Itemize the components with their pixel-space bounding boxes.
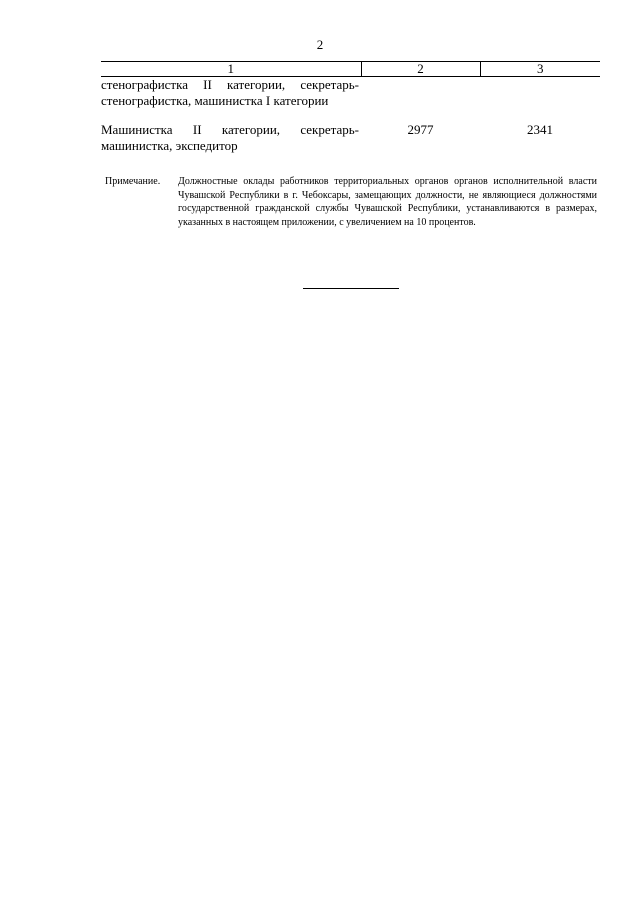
note-label: Примечание. <box>105 176 161 187</box>
position-cell: Машинистка II категории, секретарь-машинистка, экспедитор <box>101 122 359 153</box>
column-header-1: 1 <box>101 62 361 77</box>
salary-cell-col2: 2977 <box>407 122 434 137</box>
salary-table <box>101 61 600 154</box>
salary-cell-col2 <box>361 77 480 123</box>
end-rule-divider <box>303 288 399 289</box>
salary-cell-col3: 2341 <box>527 122 553 137</box>
table-row <box>101 122 600 154</box>
table-header-row <box>101 62 600 77</box>
note-block <box>105 175 597 229</box>
note-text: Должностные оклады работников территориальных органов органов исполнительной власти Чувашской Республики в г. Чебоксары, замещающих должности, не являющиеся должностями государственной гражданской службы Чувашской Республики, устанавливаются в размерах, указанных в настоящем приложении, с увеличением на 10 процентов. <box>178 176 597 228</box>
table-row <box>101 77 600 123</box>
page-number: 2 <box>316 37 324 52</box>
salary-cell-col3 <box>480 77 600 123</box>
column-header-2: 2 <box>361 62 480 77</box>
position-cell: стенографистка II категории, секретарь-стенографистка, машинистка I категории <box>101 77 359 108</box>
column-header-3: 3 <box>480 62 600 77</box>
